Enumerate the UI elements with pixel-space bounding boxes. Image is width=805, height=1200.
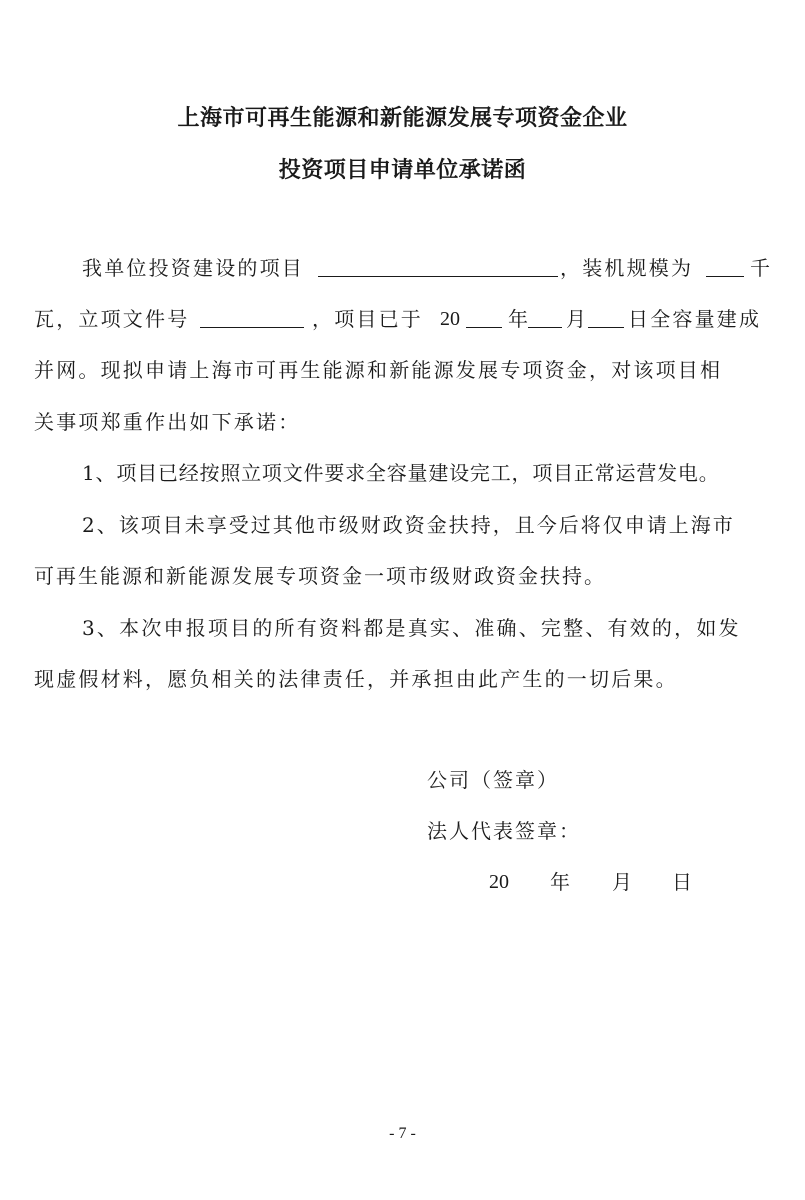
date-month-label: 月 — [612, 870, 632, 894]
intro-text: ，装机规模为 — [560, 256, 694, 280]
legal-rep-signature-label: 法人代表签章： — [427, 819, 581, 843]
approval-number-blank[interactable] — [200, 307, 304, 328]
intro-text: 我单位投资建设的项目 — [82, 256, 304, 280]
capacity-blank[interactable] — [706, 256, 744, 277]
intro-text: 关事项郑重作出如下承诺： — [34, 410, 301, 434]
intro-text: 日全容量建成 — [628, 307, 762, 331]
month-blank[interactable] — [528, 307, 562, 328]
year-blank[interactable] — [466, 307, 502, 328]
company-seal-label: 公司（签章） — [427, 768, 559, 792]
intro-text: 千 — [750, 256, 770, 280]
year-prefix: 20 — [440, 308, 460, 330]
intro-text: 月 — [566, 307, 586, 331]
project-name-blank[interactable] — [318, 256, 558, 277]
item-text: 2、该项目未享受过其他市级财政资金扶持，且今后将仅申请上海市 — [82, 513, 735, 537]
page-number: - 7 - — [389, 1125, 416, 1142]
day-blank[interactable] — [588, 307, 624, 328]
date-year-label: 年 — [550, 870, 570, 894]
intro-text: 瓦，立项文件号 — [34, 307, 190, 331]
document-title-line-2: 投资项目申请单位承诺函 — [278, 158, 527, 183]
date-day-label: 日 — [672, 870, 692, 894]
item-text: 3、本次申报项目的所有资料都是真实、准确、完整、有效的，如发 — [82, 616, 741, 640]
item-text: 1、项目已经按照立项文件要求全容量建设完工，项目正常运营发电。 — [82, 461, 720, 485]
item-text: 现虚假材料，愿负相关的法律责任，并承担由此产生的一切后果。 — [34, 667, 678, 691]
date-year-prefix: 20 — [489, 871, 509, 893]
intro-text: 并网。现拟申请上海市可再生能源和新能源发展专项资金，对该项目相 — [34, 358, 723, 382]
document-title-line-1: 上海市可再生能源和新能源发展专项资金企业 — [177, 106, 628, 131]
intro-text: ，项目已于 — [312, 307, 423, 331]
item-text: 可再生能源和新能源发展专项资金一项市级财政资金扶持。 — [34, 564, 606, 588]
intro-text: 年 — [508, 307, 528, 331]
